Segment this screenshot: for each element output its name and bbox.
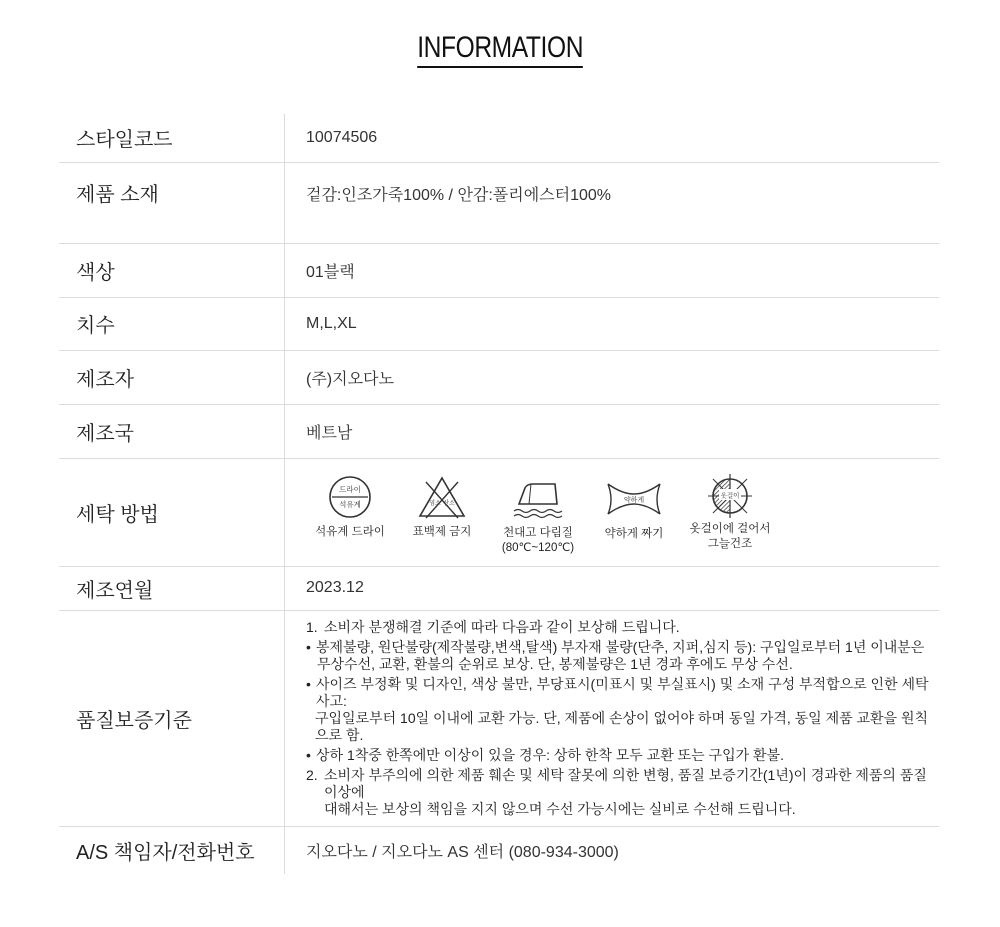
material-value: 겉감:인조가죽100% / 안감:폴리에스터100%	[285, 162, 940, 243]
style-code-value: 10074506	[285, 114, 940, 162]
quality-bullet-2-line1: 사이즈 부정확 및 디자인, 색상 불만, 부당표시(미표시 및 부실표시) 및 소재 구성 부적합으로 인한 세탁 사고:	[316, 675, 929, 709]
row-quality	[59, 610, 939, 826]
manufacture-date-label: 제조연월	[59, 566, 285, 610]
page-title: INFORMATION	[417, 30, 583, 68]
hang-dry-caption-line2: 그늘건조	[707, 538, 753, 550]
quality-bullet-1-line1: 봉제불량, 원단불량(제작불량,변색,탈색) 부자재 불량(단추, 지퍼,심지 등): 구입일로부터 1년 이내분은	[316, 638, 925, 655]
quality-item-2-number: 2.	[306, 766, 318, 783]
dry-clean-icon	[327, 474, 373, 520]
row-style-code	[59, 114, 939, 162]
wring-caption: 약하게 짜기	[604, 528, 664, 540]
dry-clean-icon-text-top: 드라이	[339, 485, 361, 494]
row-maker	[59, 350, 939, 404]
quality-text	[306, 611, 939, 826]
color-value: 01블랙	[285, 243, 940, 297]
wash-item-dry-clean	[306, 474, 394, 540]
quality-bullet-2	[306, 676, 939, 710]
dry-clean-icon-text-bottom: 석유계	[339, 500, 361, 509]
quality-bullet-1	[306, 639, 939, 656]
hang-dry-caption-line1: 옷걸이에 걸어서	[689, 523, 771, 535]
bullet-icon: •	[306, 746, 311, 763]
row-as	[59, 826, 939, 874]
quality-bullet-3	[306, 747, 939, 764]
wash-item-wring	[586, 474, 682, 542]
iron-caption-line2: (80℃~120℃)	[501, 542, 575, 554]
quality-bullet-3-text: 상하 1착중 한쪽에만 이상이 있을 경우: 상하 한착 모두 교환 또는 구입가 환불.	[316, 746, 784, 763]
row-material	[59, 162, 939, 243]
wash-item-iron	[490, 474, 586, 556]
size-value: M,L,XL	[285, 297, 940, 350]
material-label: 제품 소재	[59, 162, 285, 243]
no-bleach-text-right: 산소	[443, 500, 455, 507]
wring-gently-icon	[604, 474, 664, 520]
no-bleach-caption: 표백제 금지	[412, 526, 472, 538]
bullet-icon: •	[306, 638, 311, 655]
as-label: A/S 책임자/전화번호	[59, 826, 285, 874]
quality-item-1-text: 소비자 분쟁해결 기준에 따라 다음과 같이 보상해 드립니다.	[324, 618, 680, 635]
row-size	[59, 297, 939, 350]
iron-icon	[511, 474, 565, 522]
quality-item-2-line1: 소비자 부주의에 의한 제품 훼손 및 세탁 잘못에 의한 변형, 품질 보증기간(1년)이 경과한 제품의 품질이상에	[324, 766, 927, 800]
hang-dry-icon-text: 옷걸이	[720, 491, 740, 500]
quality-item-1	[306, 619, 939, 636]
hang-shade-dry-icon	[705, 474, 755, 518]
quality-bullet-1-line2: 무상수선, 교환, 환불의 순위로 보상. 단, 봉제불량은 1년 경과 후에도 무상 수선.	[317, 655, 793, 672]
no-bleach-text-left: 염소	[429, 500, 441, 507]
quality-item-2-line2: 대해서는 보상의 책임을 지지 않으며 수선 가능시에는 실비로 수선해 드립니다.	[324, 800, 796, 817]
maker-value: (주)지오다노	[285, 350, 940, 404]
row-country	[59, 404, 939, 458]
info-table	[59, 114, 939, 874]
wring-icon-text: 약하게	[623, 496, 645, 504]
color-label: 색상	[59, 243, 285, 297]
maker-label: 제조자	[59, 350, 285, 404]
washing-label: 세탁 방법	[59, 458, 285, 566]
iron-caption-line1: 천대고 다림질	[503, 527, 573, 539]
no-bleach-icon	[416, 474, 468, 522]
quality-value	[285, 610, 940, 826]
quality-item-2	[306, 767, 939, 801]
hang-dry-caption	[690, 522, 771, 552]
wash-item-no-bleach	[394, 474, 490, 540]
iron-caption	[502, 526, 574, 556]
bullet-icon: •	[306, 675, 311, 692]
manufacture-date-value: 2023.12	[285, 566, 940, 610]
size-label: 치수	[59, 297, 285, 350]
quality-item-1-number: 1.	[306, 618, 318, 635]
row-washing	[59, 458, 939, 566]
quality-label: 품질보증기준	[59, 610, 285, 826]
dry-clean-caption: 석유계 드라이	[315, 526, 385, 538]
washing-icons	[306, 468, 939, 556]
wash-item-hang-dry	[682, 474, 778, 552]
washing-value	[285, 458, 940, 566]
as-value: 지오다노 / 지오다노 AS 센터 (080-934-3000)	[306, 843, 619, 861]
row-manufacture-date	[59, 566, 939, 610]
style-code-label: 스타일코드	[59, 114, 285, 162]
quality-bullet-2-line2: 구입일로부터 10일 이내에 교환 가능. 단, 제품에 손상이 없어야 하며 동일 가격, 동일 제품 교환을 원칙으로 함.	[315, 709, 929, 743]
row-color	[59, 243, 939, 297]
country-label: 제조국	[59, 404, 285, 458]
country-value: 베트남	[285, 404, 940, 458]
